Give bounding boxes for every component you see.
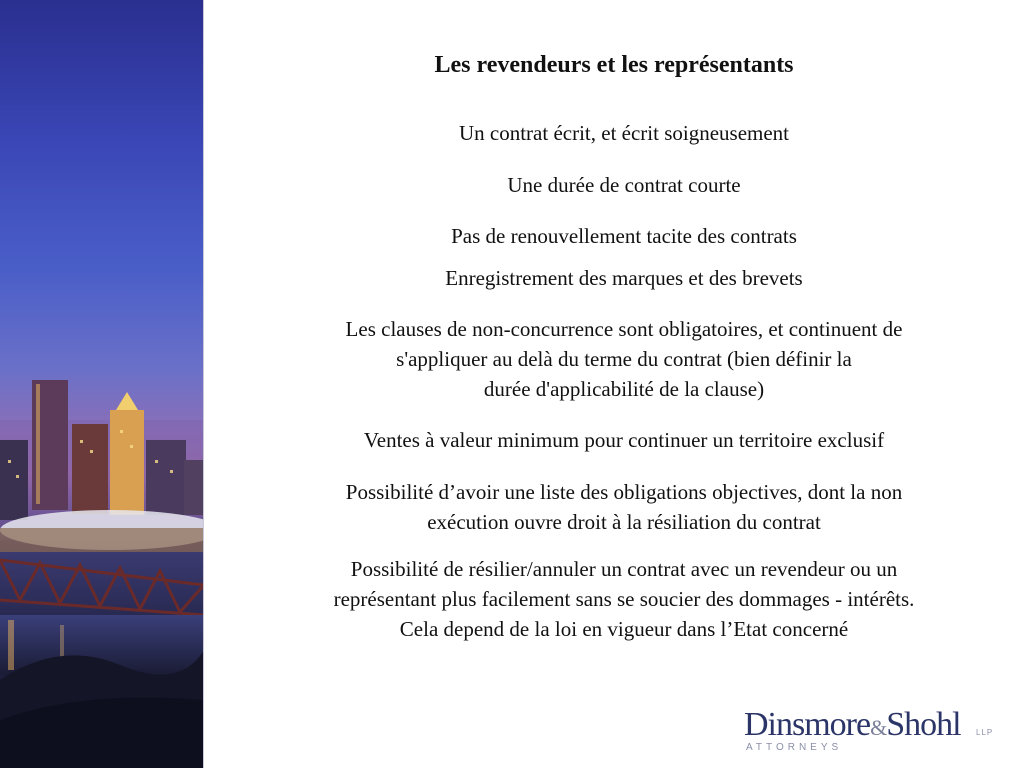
point-line: Une durée de contrat courte — [507, 173, 741, 197]
point-short-duration — [224, 170, 1024, 200]
point-line: Les clauses de non-concurrence sont obligatoires, et continuent de — [345, 317, 903, 341]
point-trademark-registration — [224, 263, 1024, 293]
point-line: s'appliquer au delà du terme du contrat (bien définir la — [396, 347, 852, 371]
firm-logo — [744, 706, 1004, 756]
point-minimum-sales — [224, 425, 1024, 455]
point-line: durée d'applicabilité de la clause) — [483, 377, 765, 401]
point-line: Pas de renouvellement tacite des contrats — [451, 224, 797, 248]
point-line: Possibilité de résilier/annuler un contrat avec un revendeur ou un — [350, 557, 898, 581]
point-written-contract — [224, 118, 1024, 148]
point-line: Ventes à valeur minimum pour continuer un territoire exclusif — [363, 428, 885, 452]
slide-content — [204, 0, 1024, 768]
point-line: Un contrat écrit, et écrit soigneusement — [458, 121, 790, 145]
city-skyline-image — [0, 0, 204, 768]
point-no-tacit-renewal — [224, 221, 1024, 251]
logo-name-part2: Shohl — [886, 706, 961, 743]
point-non-compete — [224, 314, 1024, 404]
point-line: Possibilité d’avoir une liste des obligations objectives, dont la non — [345, 480, 903, 504]
logo-subtitle: ATTORNEYS — [746, 742, 843, 753]
point-termination — [224, 554, 1024, 644]
slide-title: Les revendeurs et les représentants — [434, 52, 794, 78]
skyline-illustration — [0, 0, 204, 768]
logo-wordmark — [744, 706, 961, 744]
point-line: Enregistrement des marques et des brevets — [445, 266, 803, 290]
point-line: exécution ouvre droit à la résiliation du contrat — [427, 510, 821, 534]
logo-ampersand: & — [870, 715, 887, 740]
point-line: représentant plus facilement sans se soucier des dommages - intérêts. — [333, 587, 915, 611]
logo-suffix: LLP — [976, 728, 994, 737]
logo-name-part1: Dinsmore — [744, 706, 871, 743]
point-objective-obligations — [224, 477, 1024, 537]
point-line: Cela depend de la loi en vigueur dans l’Etat concerné — [399, 617, 849, 641]
